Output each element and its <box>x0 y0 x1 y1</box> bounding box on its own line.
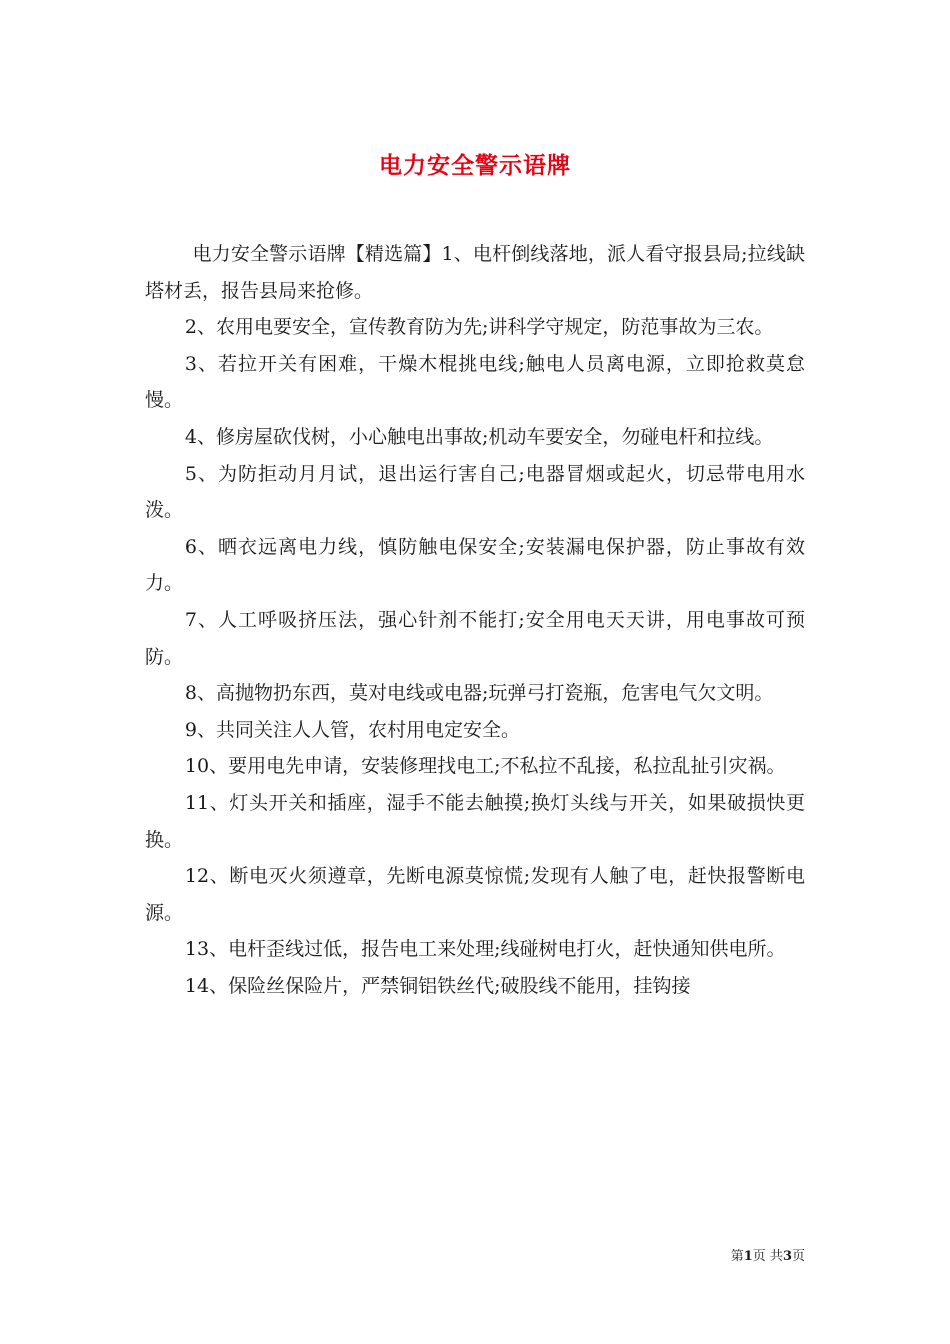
footer-suffix: 页 <box>791 1249 805 1264</box>
paragraph-item-3: 3、若拉开关有困难，干燥木棍挑电线;触电人员离电源，立即抢救莫怠慢。 <box>145 352 805 412</box>
paragraph-item-4: 4、修房屋砍伐树，小心触电出事故;机动车要安全，勿碰电杆和拉线。 <box>184 425 774 448</box>
paragraph-item-10: 10、要用电先申请，安装修理找电工;不私拉不乱接，私拉乱扯引灾祸。 <box>184 755 786 778</box>
page-number-footer <box>731 1245 805 1264</box>
paragraph-intro: 电力安全警示语牌【精选篇】1、电杆倒线落地，派人看守报县局;拉线缺塔材丢，报告县局来抢修。 <box>145 243 805 302</box>
paragraph-item-13: 13、电杆歪线过低，报告电工来处理;线碰树电打火，赶快通知供电所。 <box>184 938 786 961</box>
paragraph-item-8: 8、高抛物扔东西，莫对电线或电器;玩弹弓打瓷瓶，危害电气欠文明。 <box>184 682 774 705</box>
footer-prefix: 第 <box>730 1249 744 1264</box>
document-body <box>145 236 805 1004</box>
document-title: 电力安全警示语牌 <box>379 152 571 180</box>
paragraph-item-12: 12、断电灭火须遵章，先断电源莫惊慌;发现有人触了电，赶快报警断电源。 <box>145 865 805 924</box>
footer-total-pages: 3 <box>782 1249 792 1264</box>
paragraph-item-9: 9、共同关注人人管，农村用电定安全。 <box>184 718 520 741</box>
paragraph-item-7: 7、人工呼吸挤压法，强心针剂不能打;安全用电天天讲，用电事故可预防。 <box>145 608 805 668</box>
paragraph-item-14: 14、保险丝保险片，严禁铜铝铁丝代;破股线不能用，挂钩接 <box>184 974 691 997</box>
paragraph-item-6: 6、晒衣远离电力线，慎防触电保安全;安装漏电保护器，防止事故有效力。 <box>145 535 805 595</box>
paragraph-item-5: 5、为防拒动月月试，退出运行害自己;电器冒烟或起火，切忌带电用水泼。 <box>145 462 805 522</box>
footer-middle: 页 共 <box>752 1249 783 1264</box>
paragraph-item-2: 2、农用电要安全，宣传教育防为先;讲科学守规定，防范事故为三农。 <box>184 316 774 339</box>
paragraph-item-11: 11、灯头开关和插座，湿手不能去触摸;换灯头线与开关，如果破损快更换。 <box>145 791 805 851</box>
footer-current-page: 1 <box>743 1249 753 1264</box>
